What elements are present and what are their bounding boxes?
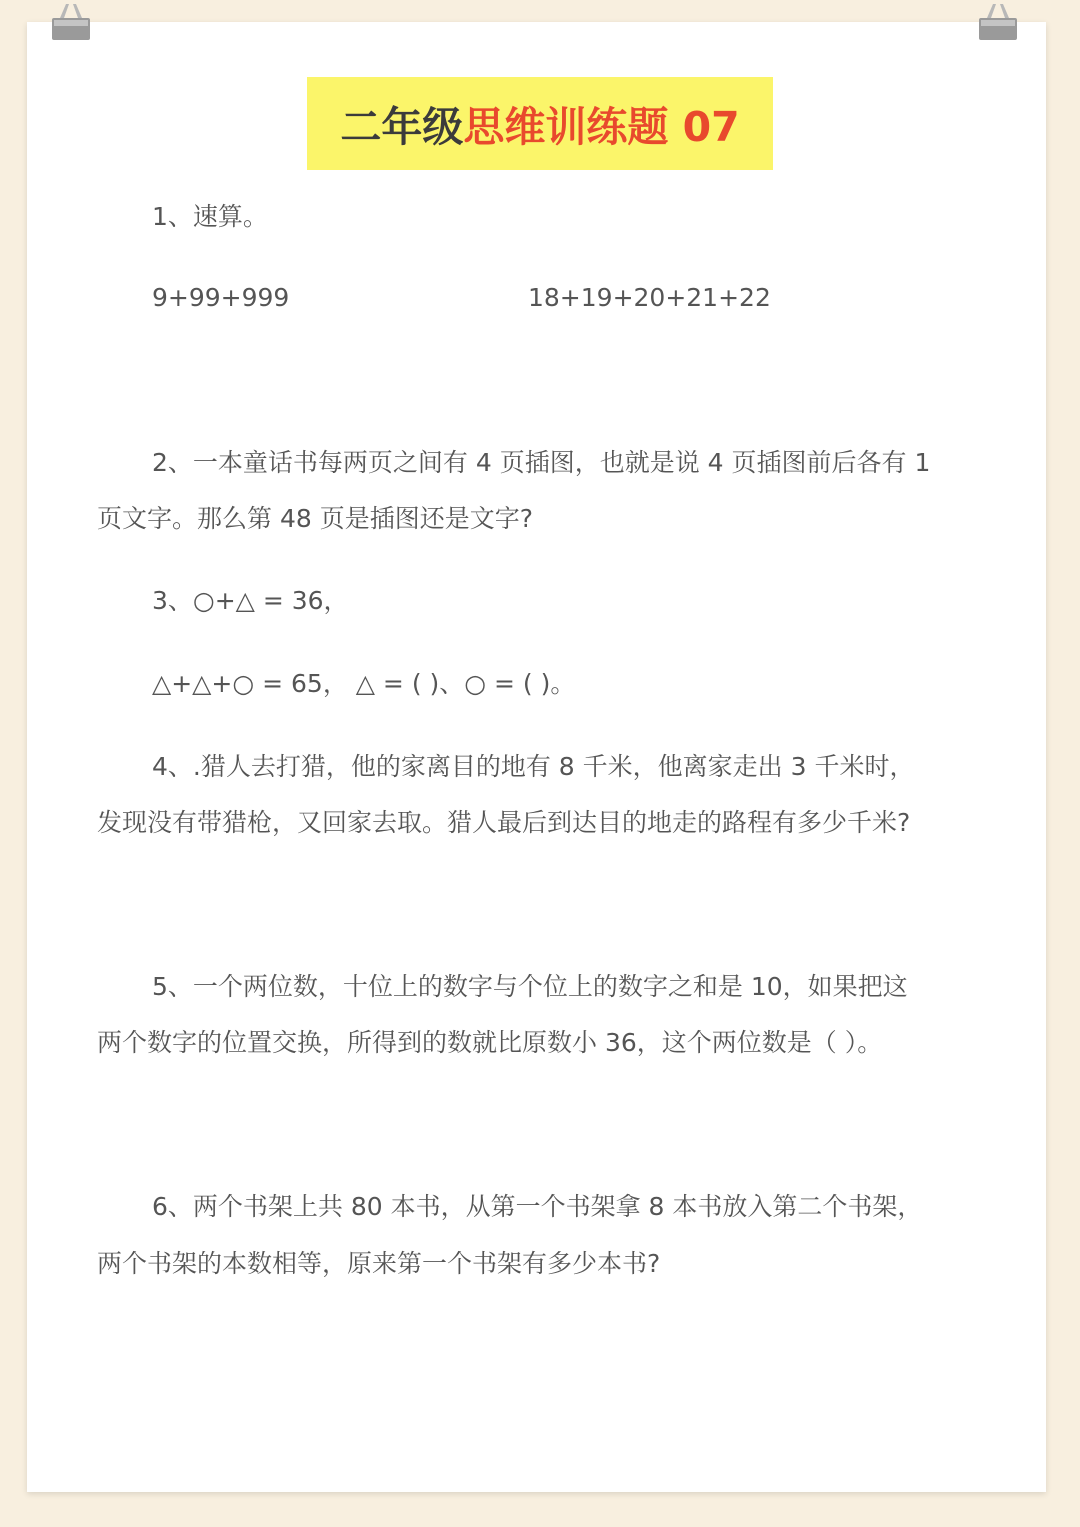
q2-line2: 页文字。那么第 48 页是插图还是文字? (97, 504, 533, 533)
title-grade: 二年级 (340, 103, 464, 151)
q1-label: 1、速算。 (152, 202, 268, 231)
q6-line1: 6、两个书架上共 80 本书，从第一个书架拿 8 本书放入第二个书架， (152, 1192, 923, 1221)
q5-line1: 5、一个两位数，十位上的数字与个位上的数字之和是 10，如果把这 (152, 972, 908, 1001)
page-title (307, 77, 773, 170)
q4-line2: 发现没有带猎枪，又回家去取。猎人最后到达目的地走的路程有多少千米? (97, 808, 911, 837)
title-subject: 思维训练题 07 (463, 103, 740, 151)
q6-line2: 两个书架的本数相等，原来第一个书架有多少本书? (97, 1249, 661, 1278)
q1-expression-a: 9+99+999 (152, 283, 290, 312)
q4-line1: 4、.猎人去打猎，他的家离目的地有 8 千米，他离家走出 3 千米时， (152, 752, 915, 781)
q2-line1: 2、一本童话书每两页之间有 4 页插图，也就是说 4 页插图前后各有 1 (152, 448, 931, 477)
q1-expression-b: 18+19+20+21+22 (528, 283, 771, 312)
q3-line2: △+△+○ = 65， △ = ( )、○ = ( )。 (152, 669, 576, 698)
binder-clip-icon (50, 2, 92, 42)
binder-clip-icon (977, 2, 1019, 42)
q3-line1: 3、○+△ = 36， (152, 586, 349, 615)
q5-line2: 两个数字的位置交换，所得到的数就比原数小 36，这个两位数是（ ）。 (97, 1028, 883, 1057)
